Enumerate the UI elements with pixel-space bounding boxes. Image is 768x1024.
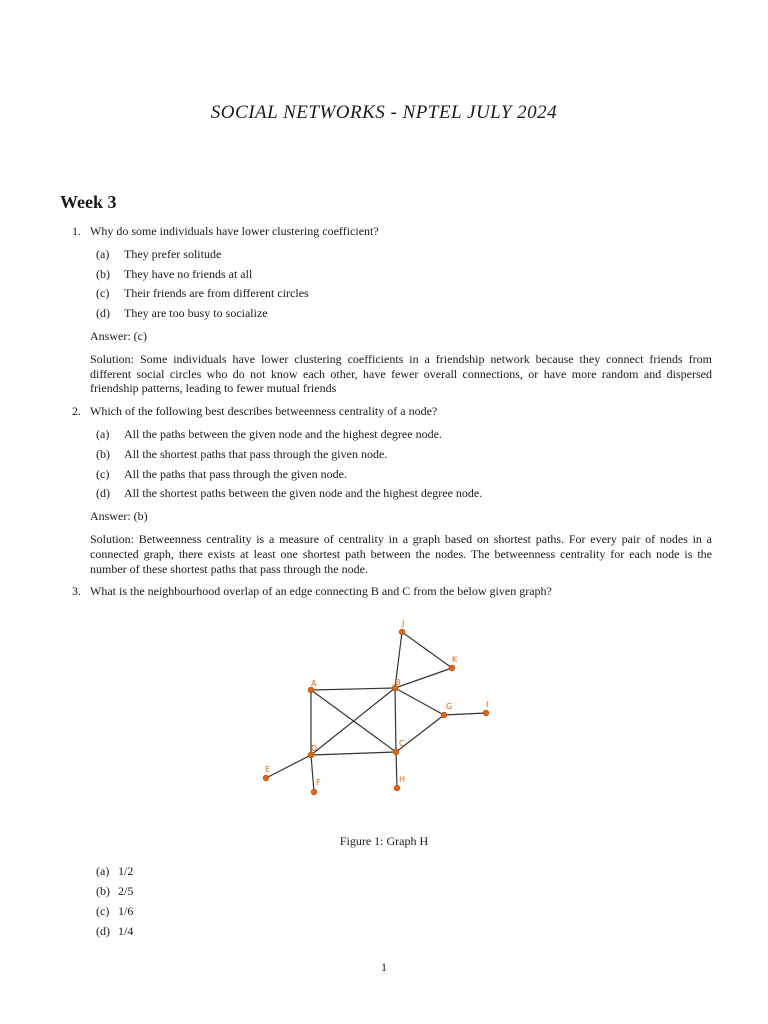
- graph-node-D: [308, 752, 314, 758]
- graph-node-G: [441, 712, 447, 718]
- question-text: Why do some individuals have lower clustering coefficient?: [90, 224, 379, 238]
- section-heading: Week 3: [60, 192, 117, 212]
- graph-edge-D-E: [266, 755, 311, 778]
- question-number: 2.: [72, 404, 81, 419]
- option-text: 1/6: [118, 904, 134, 918]
- option-item: [96, 904, 133, 924]
- option-label: (b): [96, 884, 110, 898]
- option-item: [96, 447, 712, 462]
- options-list: [96, 247, 712, 321]
- graph-node-label-D: D: [311, 744, 318, 753]
- option-text: 1/4: [118, 924, 134, 938]
- option-item: [96, 924, 133, 944]
- questions-container: [72, 224, 712, 605]
- graph-node-A: [308, 687, 314, 693]
- option-item: [96, 267, 712, 282]
- answer-line: Answer: (c): [90, 328, 147, 343]
- graph-node-H: [394, 785, 400, 791]
- graph-node-label-F: F: [316, 778, 321, 787]
- graph-node-label-B: B: [395, 678, 401, 687]
- solution-paragraph: Solution: Betweenness centrality is a measure of centrality in a graph based on shortest paths. For every pair of nodes in a connected graph, there exists at least one shortest path between the nodes. The betweenness centrality for each node is the number of these shortest paths that pass through the node.: [90, 531, 712, 576]
- page-number: 1: [381, 960, 387, 974]
- option-label: (a): [96, 246, 110, 261]
- graph-edge-C-D: [311, 752, 396, 755]
- graph-edge-B-D: [311, 688, 395, 755]
- answer-line: Answer: (b): [90, 509, 148, 524]
- graph-node-label-J: J: [402, 619, 405, 628]
- graph-edge-A-B: [311, 688, 395, 690]
- option-label: (c): [96, 286, 110, 301]
- graph-edge-B-G: [395, 688, 444, 715]
- option-label: (c): [96, 904, 110, 918]
- option-item: [96, 286, 712, 301]
- graph-node-label-E: E: [265, 765, 271, 774]
- graph-figure: [250, 612, 510, 802]
- question-3: [72, 584, 712, 599]
- option-text: They prefer solitude: [124, 246, 222, 261]
- option-item: [96, 864, 133, 884]
- option-label: (b): [96, 266, 110, 281]
- option-text: All the shortest paths that pass through the given node.: [124, 446, 388, 461]
- graph-node-K: [449, 665, 455, 671]
- question-number: 1.: [72, 224, 81, 238]
- graph-edge-J-K: [402, 632, 452, 668]
- graph-edge-D-F: [311, 755, 314, 792]
- option-text: All the shortest paths between the given node and the highest degree node.: [124, 486, 483, 501]
- question-1: [72, 224, 712, 239]
- option-text: They have no friends at all: [124, 266, 253, 281]
- graph-node-label-A: A: [311, 679, 317, 688]
- question-text: Which of the following best describes betweenness centrality of a node?: [90, 404, 438, 419]
- option-label: (c): [96, 466, 110, 481]
- option-item: [96, 884, 133, 904]
- option-label: (b): [96, 446, 110, 461]
- graph-edge-C-H: [396, 752, 397, 788]
- option-item: [96, 306, 712, 321]
- option-text: All the paths that pass through the given node.: [124, 466, 347, 481]
- options-list: [96, 427, 712, 501]
- option-label: (a): [96, 864, 110, 878]
- question-number: 3.: [72, 584, 81, 599]
- option-text: 2/5: [118, 884, 134, 898]
- graph-node-J: [399, 629, 405, 635]
- figure-caption: Figure 1: Graph H: [339, 834, 429, 848]
- page-title: SOCIAL NETWORKS - NPTEL JULY 2024: [210, 102, 558, 123]
- graph-node-C: [393, 749, 399, 755]
- option-label: (a): [96, 426, 110, 441]
- option-label: (d): [96, 924, 110, 938]
- graph-node-label-C: C: [399, 739, 405, 748]
- graph-node-I: [483, 710, 489, 716]
- question-2: [72, 404, 712, 419]
- graph-edge-B-C: [395, 688, 396, 752]
- option-label: (d): [96, 306, 110, 321]
- graph-node-label-I: I: [486, 700, 489, 709]
- graph-edge-B-K: [395, 668, 452, 688]
- graph-node-label-G: G: [446, 702, 453, 711]
- option-text: Their friends are from different circles: [124, 286, 309, 301]
- graph-node-E: [263, 775, 269, 781]
- option-item: [96, 486, 712, 501]
- option-item: [96, 467, 712, 482]
- option-text: All the paths between the given node and the highest degree node.: [124, 426, 442, 441]
- question-text: What is the neighbourhood overlap of an edge connecting B and C from the below given graph?: [90, 584, 552, 599]
- option-label: (d): [96, 486, 110, 501]
- option-item: [96, 247, 712, 262]
- solution-paragraph: Solution: Some individuals have lower clustering coefficients in a friendship network because they connect friends from different social circles who do not know each other, have fewer overall connections, or have more random and dispersed friendship patterns, leading to fewer mutual friends: [90, 351, 712, 396]
- graph-edge-G-I: [444, 713, 486, 715]
- option-text: 1/2: [118, 864, 134, 878]
- graph-node-label-K: K: [452, 655, 458, 664]
- graph-node-F: [311, 789, 317, 795]
- options-list: [96, 864, 133, 944]
- graph-node-label-H: H: [399, 775, 406, 784]
- option-text: They are too busy to socialize: [124, 306, 268, 321]
- option-item: [96, 427, 712, 442]
